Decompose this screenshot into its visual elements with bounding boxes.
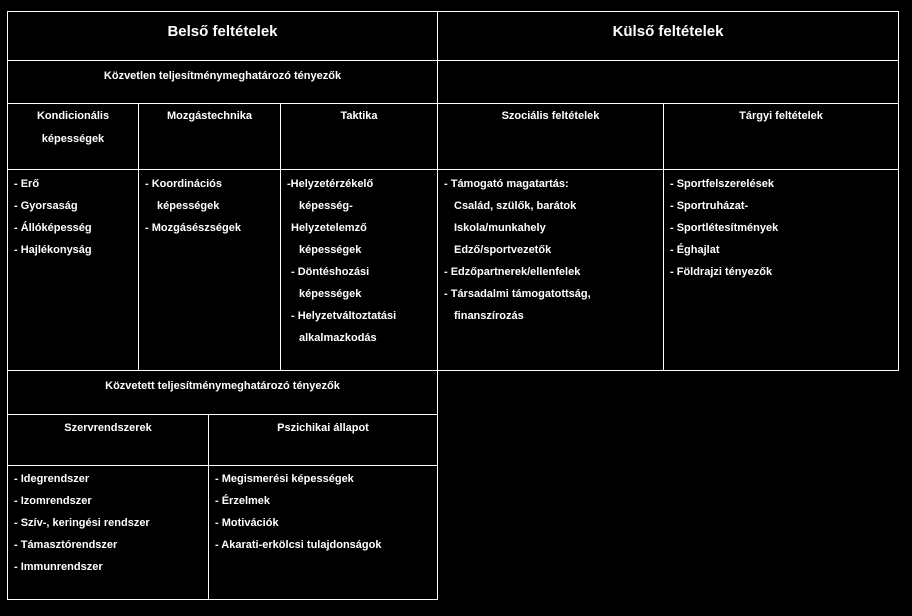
list-item: képességek	[157, 200, 220, 212]
list-item: - Sportlétesítmények	[670, 222, 779, 234]
list-item: - Akarati-erkölcsi tulajdonságok	[215, 539, 382, 551]
list-item: - Idegrendszer	[14, 473, 90, 485]
internal-conditions-header: Belső feltételek	[7, 11, 438, 61]
material-conditions-list	[663, 169, 899, 371]
list-item: Edző/sportvezetők	[454, 244, 552, 256]
social-conditions-header: Szociális feltételek	[437, 103, 664, 170]
list-item: Helyzetelemző	[291, 222, 367, 234]
external-conditions-header: Külső feltételek	[437, 11, 899, 61]
list-item: - Szív-, keringési rendszer	[14, 517, 150, 529]
list-item: Család, szülők, barátok	[454, 200, 577, 212]
list-item: - Megismerési képességek	[215, 473, 354, 485]
list-item: - Immunrendszer	[14, 561, 103, 573]
material-conditions-header: Tárgyi feltételek	[663, 103, 899, 170]
social-conditions-list	[437, 169, 664, 371]
list-item: képességek	[299, 244, 362, 256]
conditional-abilities-list	[7, 169, 139, 371]
movement-technique-header: Mozgástechnika	[138, 103, 281, 170]
external-empty-cell	[437, 60, 899, 104]
list-item: alkalmazkodás	[299, 332, 377, 344]
list-item: finanszírozás	[454, 310, 524, 322]
list-item: -Helyzetérzékelő	[287, 178, 374, 190]
movement-technique-list	[138, 169, 281, 371]
psychological-state-header: Pszichikai állapot	[208, 414, 438, 466]
list-item: - Koordinációs	[145, 178, 223, 190]
psychological-state-list	[208, 465, 438, 600]
list-item: - Izomrendszer	[14, 495, 92, 507]
list-item: - Sportfelszerelések	[670, 178, 774, 190]
organ-systems-header: Szervrendszerek	[7, 414, 209, 466]
direct-factors-title: Közvetlen teljesítménymeghatározó tényezők	[7, 60, 438, 104]
list-item: - Támasztórendszer	[14, 539, 118, 551]
list-item: képességek	[299, 288, 362, 300]
list-item: - Gyorsaság	[14, 200, 78, 212]
list-item: - Edzőpartnerek/ellenfelek	[444, 266, 581, 278]
list-item: - Döntéshozási	[291, 266, 370, 278]
list-item: - Erő	[14, 178, 40, 190]
list-item: képesség-	[299, 200, 353, 212]
tactics-header: Taktika	[280, 103, 438, 170]
list-item: - Mozgásészségek	[145, 222, 241, 234]
list-item: - Földrajzi tényezők	[670, 266, 773, 278]
conditional-abilities-header: Kondicionális képességek	[7, 103, 139, 170]
tactics-list	[280, 169, 438, 371]
list-item: - Helyzetváltoztatási	[291, 310, 397, 322]
list-item: - Állóképesség	[14, 222, 92, 234]
list-item: - Éghajlat	[670, 244, 720, 256]
list-item: Iskola/munkahely	[454, 222, 546, 234]
list-item: - Érzelmek	[215, 495, 271, 507]
indirect-factors-title: Közvetett teljesítménymeghatározó tényezők	[7, 370, 438, 415]
list-item: - Támogató magatartás:	[444, 178, 569, 190]
list-item: - Sportruházat-	[670, 200, 749, 212]
organ-systems-list	[7, 465, 209, 600]
list-item: - Társadalmi támogatottság,	[444, 288, 591, 300]
list-item: - Hajlékonyság	[14, 244, 92, 256]
list-item: - Motivációk	[215, 517, 279, 529]
